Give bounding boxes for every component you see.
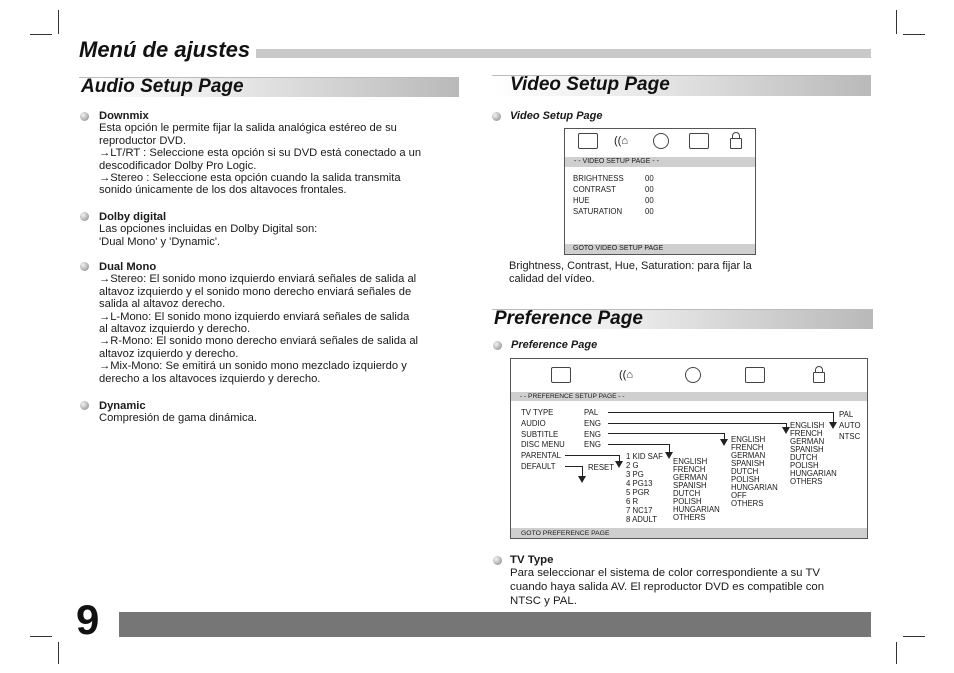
bullet-icon bbox=[80, 112, 89, 121]
menu-row-value: 00 bbox=[645, 196, 654, 205]
downmix-item bbox=[99, 110, 421, 197]
menu-row-label: HUE bbox=[573, 196, 590, 205]
audio-option: SPANISH bbox=[790, 445, 824, 454]
item-line: →LT/RT : Seleccione esta opción si su DVD está conectado a un bbox=[99, 147, 422, 160]
audio-option: FRENCH bbox=[790, 429, 823, 438]
audio-option: HUNGARIAN bbox=[790, 469, 837, 478]
lock-icon bbox=[813, 372, 825, 383]
subtitle-option: POLISH bbox=[731, 475, 760, 484]
subtitle-option: ENGLISH bbox=[731, 435, 766, 444]
parental-option: 8 ADULT bbox=[626, 515, 658, 524]
arrow-down-icon bbox=[829, 422, 837, 429]
crop-mark bbox=[896, 642, 897, 664]
menu-row-value: PAL bbox=[584, 408, 599, 417]
disc-menu-option: ENGLISH bbox=[673, 457, 708, 466]
video-section-title: Video Setup Page bbox=[510, 74, 670, 95]
arrow-down-icon bbox=[665, 452, 673, 459]
item-line: sonido únicamente de los dos altavoces frontales. bbox=[99, 184, 347, 197]
item-line: →R-Mono: El sonido mono derecho enviará señales de salida al bbox=[99, 335, 419, 348]
video-setup-menu bbox=[564, 128, 756, 255]
subtitle-option: HUNGARIAN bbox=[731, 483, 778, 492]
item-line: →L-Mono: El sonido mono izquierdo enviará señales de salida bbox=[99, 310, 410, 323]
page-title: Menú de ajustes bbox=[79, 37, 256, 63]
item-title: Dynamic bbox=[99, 400, 146, 412]
tv-type-option: PAL bbox=[839, 410, 854, 419]
menu-row-label: DISC MENU bbox=[521, 440, 565, 449]
bullet-icon bbox=[493, 341, 502, 350]
audio-option: GERMAN bbox=[790, 437, 825, 446]
video-section-header bbox=[492, 75, 871, 96]
dolby-digital-item bbox=[99, 211, 317, 248]
menu-icon-row bbox=[565, 129, 755, 155]
bullet-icon bbox=[80, 262, 89, 271]
arrow-down-icon bbox=[615, 461, 623, 468]
menu-row-value: ENG bbox=[584, 430, 601, 439]
menu-footer-strip: GOTO PREFERENCE PAGE bbox=[511, 528, 867, 539]
menu-icon-row bbox=[511, 359, 867, 385]
item-line: derecho a los altavoces izquierdo y derecho. bbox=[99, 372, 321, 385]
menu-row-label: AUDIO bbox=[521, 419, 546, 428]
tv-type-item bbox=[510, 554, 824, 608]
crop-mark bbox=[58, 642, 59, 664]
menu-row-label: BRIGHTNESS bbox=[573, 174, 624, 183]
bullet-icon bbox=[492, 112, 501, 121]
arrow-line bbox=[608, 412, 834, 413]
item-line: Para seleccionar el sistema de color correspondiente a su TV bbox=[510, 567, 821, 579]
disc-menu-option: POLISH bbox=[673, 497, 702, 506]
arrow-down-icon bbox=[782, 427, 790, 434]
dynamic-item bbox=[99, 400, 257, 425]
bullet-icon bbox=[80, 212, 89, 221]
audio-section-title: Audio Setup Page bbox=[81, 76, 244, 97]
item-line: →Mix-Mono: Se emitirá un sonido mono mezclado izquierdo y bbox=[99, 360, 407, 373]
arrow-line bbox=[608, 433, 725, 434]
menu-row-value: RESET bbox=[588, 463, 614, 472]
parental-option: 3 PG bbox=[626, 470, 644, 479]
arrow-line bbox=[565, 466, 582, 467]
item-title: Downmix bbox=[99, 110, 149, 122]
lock-icon bbox=[730, 138, 742, 149]
parental-option: 6 R bbox=[626, 497, 639, 506]
preference-section-header bbox=[492, 309, 873, 329]
video-menu-caption: Video Setup Page bbox=[510, 110, 603, 122]
disc-menu-option: OTHERS bbox=[673, 513, 706, 522]
description-line: Brightness, Contrast, Hue, Saturation: para fijar la bbox=[509, 260, 752, 272]
subtitle-option: SPANISH bbox=[731, 459, 765, 468]
speaker-icon: ((⌂ bbox=[614, 135, 628, 147]
audio-option: POLISH bbox=[790, 461, 819, 470]
crop-mark bbox=[30, 636, 52, 637]
audio-section-header bbox=[79, 77, 459, 97]
parental-option: 5 PGR bbox=[626, 488, 650, 497]
parental-option: 7 NC17 bbox=[626, 506, 653, 515]
menu-footer-strip: GOTO VIDEO SETUP PAGE bbox=[565, 244, 755, 254]
menu-row-label: PARENTAL bbox=[521, 451, 562, 460]
disc-icon bbox=[653, 133, 669, 149]
preference-setup-menu bbox=[510, 358, 868, 539]
crop-mark bbox=[903, 34, 925, 35]
item-title: TV Type bbox=[510, 554, 554, 566]
bullet-icon bbox=[493, 556, 502, 565]
item-line: Esta opción le permite fijar la salida analógica estéreo de su bbox=[99, 122, 397, 135]
description-line: calidad del vídeo. bbox=[509, 273, 595, 285]
item-line: →Stereo: El sonido mono izquierdo enviará señales de salida al bbox=[99, 273, 417, 286]
subtitle-option: FRENCH bbox=[731, 443, 764, 452]
dual-mono-item bbox=[99, 261, 418, 385]
arrow-line bbox=[608, 423, 787, 424]
disc-menu-option: HUNGARIAN bbox=[673, 505, 720, 514]
item-line: descodificador Dolby Pro Logic. bbox=[99, 159, 257, 172]
menu-row-label: CONTRAST bbox=[573, 185, 616, 194]
subtitle-option: GERMAN bbox=[731, 451, 766, 460]
menu-row-label: DEFAULT bbox=[521, 462, 556, 471]
crop-mark bbox=[903, 636, 925, 637]
parental-option: 4 PG13 bbox=[626, 479, 653, 488]
arrow-down-icon bbox=[720, 439, 728, 446]
disc-menu-option: SPANISH bbox=[673, 481, 707, 490]
audio-option: ENGLISH bbox=[790, 421, 825, 430]
tv-screen-icon bbox=[578, 133, 598, 149]
tv-type-option: NTSC bbox=[839, 432, 861, 441]
arrow-line bbox=[565, 455, 620, 456]
item-line: salida al altavoz derecho. bbox=[99, 298, 226, 311]
subtitle-option: DUTCH bbox=[731, 467, 759, 476]
item-line: cuando haya salida AV. El reproductor DVD es compatible con bbox=[510, 581, 825, 593]
page-number: 9 bbox=[76, 596, 100, 643]
menu-header-strip: - - PREFERENCE SETUP PAGE - - bbox=[511, 392, 867, 401]
disc-icon bbox=[685, 367, 701, 383]
subtitle-option: OFF bbox=[731, 491, 747, 500]
disc-menu-option: GERMAN bbox=[673, 473, 708, 482]
crop-mark bbox=[58, 10, 59, 34]
menu-row-value: ENG bbox=[584, 419, 601, 428]
audio-option: OTHERS bbox=[790, 477, 823, 486]
tv-type-option: AUTO bbox=[839, 421, 861, 430]
item-line: 'Dual Mono' y 'Dynamic'. bbox=[99, 235, 221, 248]
audio-option: DUTCH bbox=[790, 453, 818, 462]
parental-option: 1 KID SAF bbox=[626, 452, 663, 461]
item-title: Dolby digital bbox=[99, 211, 167, 223]
item-line: altavoz izquierdo y el sonido mono derecho enviará señales de bbox=[99, 285, 412, 298]
preference-section-title: Preference Page bbox=[494, 308, 643, 329]
video-description bbox=[509, 260, 752, 286]
preference-menu-caption: Preference Page bbox=[511, 339, 598, 351]
monitor-check-icon bbox=[745, 367, 765, 383]
item-line: reproductor DVD. bbox=[99, 134, 187, 147]
item-line: →Stereo : Seleccione esta opción cuando la salida transmita bbox=[99, 172, 401, 185]
subtitle-option: OTHERS bbox=[731, 499, 764, 508]
disc-menu-option: DUTCH bbox=[673, 489, 701, 498]
item-line: Compresión de gama dinámica. bbox=[99, 412, 257, 425]
crop-mark bbox=[30, 34, 52, 35]
crop-mark bbox=[896, 10, 897, 34]
item-line: NTSC y PAL. bbox=[510, 595, 577, 607]
menu-row-label: SATURATION bbox=[573, 207, 623, 216]
menu-row-value: 00 bbox=[645, 207, 654, 216]
arrow-line bbox=[608, 444, 670, 445]
arrow-down-icon bbox=[578, 476, 586, 483]
menu-row-label: SUBTITLE bbox=[521, 430, 559, 439]
tv-screen-icon bbox=[551, 367, 571, 383]
item-line: al altavoz izquierdo y derecho. bbox=[99, 323, 251, 336]
menu-header-strip: - - VIDEO SETUP PAGE - - bbox=[565, 157, 755, 167]
menu-row-value: ENG bbox=[584, 440, 601, 449]
menu-row-value: 00 bbox=[645, 174, 654, 183]
footer-bar bbox=[119, 612, 871, 637]
disc-menu-option: FRENCH bbox=[673, 465, 706, 474]
bullet-icon bbox=[80, 401, 89, 410]
item-line: Las opciones incluidas en Dolby Digital son: bbox=[99, 223, 318, 236]
parental-option: 2 G bbox=[626, 461, 639, 470]
item-line: altavoz izquierdo y derecho. bbox=[99, 347, 239, 360]
item-title: Dual Mono bbox=[99, 261, 157, 273]
speaker-icon: ((⌂ bbox=[619, 369, 633, 381]
monitor-check-icon bbox=[689, 133, 709, 149]
menu-row-label: TV TYPE bbox=[521, 408, 554, 417]
menu-row-value: 00 bbox=[645, 185, 654, 194]
